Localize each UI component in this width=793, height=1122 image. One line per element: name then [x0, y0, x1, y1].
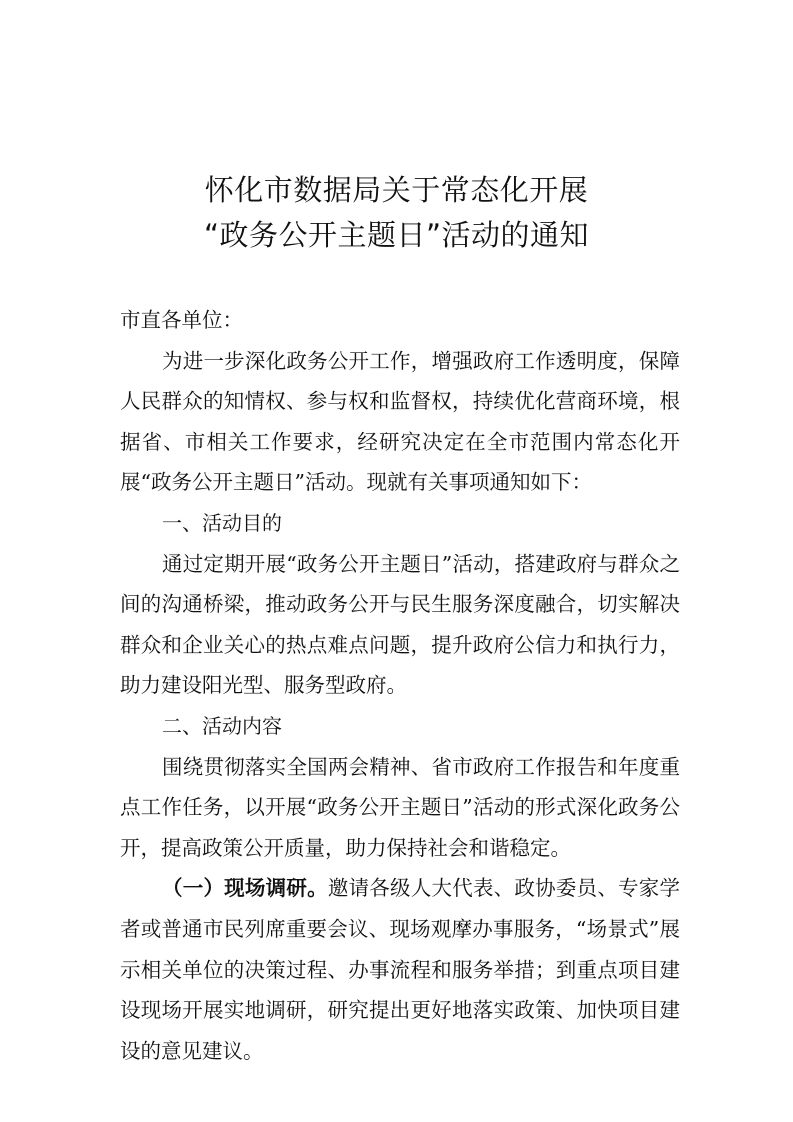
item-1-text: 邀请各级人大代表、政协委员、专家学者或普通市民列席重要会议、现场观摩办事服务，“场景式”展示相关单位的决策过程、办事流程和服务举措；到重点项目建设现场开展实地调研，研究提出更好地落实政策、加快项目建设的意见建议。 [120, 876, 681, 1063]
item-1-lead: （一）现场调研。 [162, 876, 328, 901]
section-2-heading: 二、活动内容 [162, 713, 282, 738]
salutation: 市直各单位： [120, 308, 243, 332]
document-title-line-2: “政务公开主题日”活动的通知 [203, 218, 590, 252]
section-1-heading: 一、活动目的 [162, 510, 282, 535]
intro-paragraph: 为进一步深化政务公开工作，增强政府工作透明度，保障人民群众的知情权、参与权和监督权，持续优化营商环境，根据省、市相关工作要求，经研究决定在全市范围内常态化开展“政务公开主题日”活动。现就有关事项通知如下： [120, 348, 680, 495]
document-body [120, 300, 680, 1071]
section-2-item-1 [120, 868, 680, 1071]
section-1-paragraph: 通过定期开展“政务公开主题日”活动，搭建政府与群众之间的沟通桥梁，推动政务公开与民生服务深度融合，切实解决群众和企业关心的热点难点问题，提升政府公信力和执行力，助力建设阳光型、服务型政府。 [120, 551, 680, 698]
document-title-line-1: 怀化市数据局关于常态化开展 [204, 173, 589, 207]
section-2-paragraph: 围绕贯彻落实全国两会精神、省市政府工作报告和年度重点工作任务，以开展“政务公开主题日”活动的形式深化政务公开，提高政策公开质量，助力保持社会和谐稳定。 [120, 754, 680, 860]
